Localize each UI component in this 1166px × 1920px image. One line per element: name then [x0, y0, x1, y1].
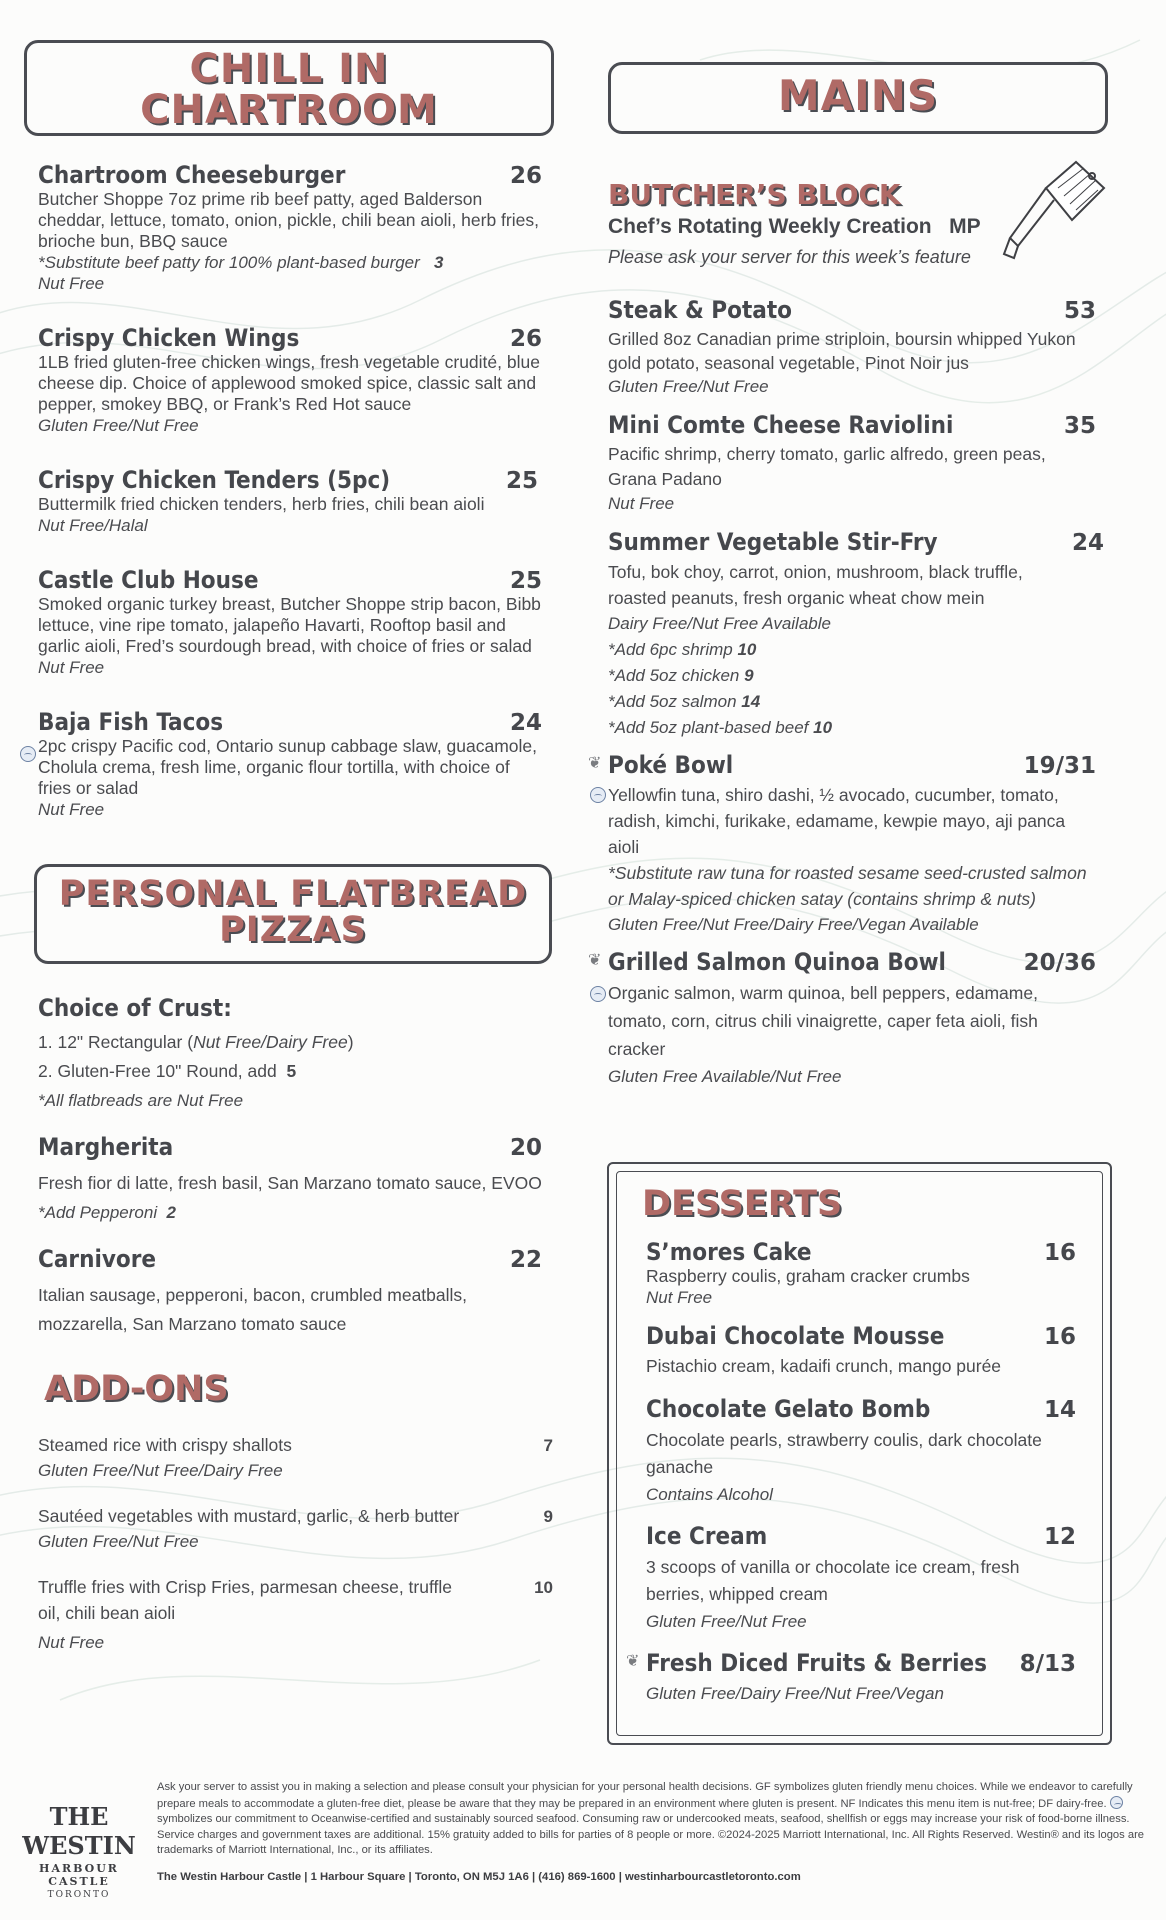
- item-name: Chartroom Cheeseburger: [38, 161, 346, 189]
- item-add: [608, 715, 1096, 741]
- menu-item: [626, 1649, 1076, 1704]
- item-desc: 3 scoops of vanilla or chocolate ice cream, fresh berries, whipped cream: [646, 1557, 1020, 1604]
- item-desc: Smoked organic turkey breast, Butcher Shoppe strip bacon, Bibb lettuce, vine ripe tomato, jalapeño Havarti, Rooftop basil and garlic aioli, Fred’s sourdough bread, with choice of fries or salad: [38, 594, 541, 656]
- item-name: Steak & Potato: [608, 296, 793, 324]
- item-price: 26: [509, 163, 542, 189]
- item-name: S’mores Cake: [646, 1238, 812, 1266]
- add-text: *Add 5oz plant-based beef: [608, 718, 809, 737]
- butcher-note: Please ask your server for this week’s feature: [608, 247, 971, 267]
- item-price: 35: [1063, 413, 1096, 439]
- menu-item: [38, 566, 542, 678]
- item-desc: Fresh fior di latte, fresh basil, San Marzano tomato sauce, EVOO: [38, 1173, 542, 1193]
- add-price: 2: [166, 1203, 177, 1222]
- menu-item: [608, 528, 1104, 741]
- addon-item: [38, 1506, 553, 1557]
- menu-item: [38, 1245, 542, 1339]
- item-price: 16: [1043, 1324, 1076, 1350]
- menu-item: [646, 1238, 1076, 1308]
- mains-title: MAINS: [777, 71, 939, 120]
- menu-item: [38, 466, 542, 536]
- item-desc: Yellowfin tuna, shiro dashi, ½ avocado, cucumber, tomato, radish, kimchi, furikake, edamame, kewpie mayo, aji panca aioli: [608, 785, 1066, 857]
- addons-title: ADD-ONS: [44, 1369, 229, 1409]
- item-price: 20: [509, 1135, 542, 1161]
- item-price: 19/31: [1023, 753, 1096, 779]
- addon-name: Sautéed vegetables with mustard, garlic, & herb butter: [38, 1506, 460, 1526]
- crust2-price: 5: [286, 1061, 297, 1081]
- item-add: [608, 637, 1096, 663]
- menu-item: [608, 411, 1096, 516]
- item-note: Contains Alcohol: [646, 1485, 773, 1504]
- chill-banner: [24, 40, 554, 136]
- item-name: Castle Club House: [38, 566, 259, 594]
- menu-item: [646, 1522, 1076, 1635]
- oceanwise-icon: [590, 787, 606, 803]
- add-text: *Add 5oz salmon: [608, 692, 737, 711]
- item-desc: Butcher Shoppe 7oz prime rib beef patty, aged Balderson cheddar, lettuce, tomato, onion, pickle, chili bean aioli, herb fries, brioche bun, BBQ sauce: [38, 189, 539, 251]
- item-name: Fresh Diced Fruits & Berries: [646, 1649, 987, 1677]
- item-price: 24: [1071, 530, 1104, 556]
- menu-item: [646, 1322, 1076, 1377]
- logo-line2: HARBOUR CASTLE: [39, 1862, 119, 1888]
- item-desc: Buttermilk fried chicken tenders, herb fries, chili bean aioli: [38, 494, 485, 514]
- menu-item: [608, 296, 1096, 399]
- leaf-icon: ❦: [626, 1653, 640, 1670]
- item-note: Nut Free/Halal: [38, 516, 148, 535]
- butcher-name: Chef’s Rotating Weekly Creation: [608, 215, 932, 238]
- item-price: 8/13: [1019, 1651, 1076, 1677]
- addon-item: [38, 1577, 553, 1658]
- menu-item: [38, 324, 542, 436]
- addon-note: Gluten Free/Nut Free: [38, 1532, 199, 1551]
- desserts-title: DESSERTS: [642, 1184, 843, 1224]
- westin-logo: [14, 1802, 144, 1900]
- item-desc: 1LB fried gluten-free chicken wings, fresh vegetable crudité, blue cheese dip. Choice of applewood smoked spice, classic salt and pepper, smokey BBQ, or Frank’s Red Hot sauce: [38, 352, 540, 414]
- item-name: Ice Cream: [646, 1522, 768, 1550]
- sub-price: 3: [433, 253, 444, 272]
- logo-line3: TORONTO: [47, 1890, 111, 1900]
- item-name: Mini Comte Cheese Raviolini: [608, 411, 954, 439]
- item-price: 26: [509, 326, 542, 352]
- item-desc: Grilled 8oz Canadian prime striploin, boursin whipped Yukon gold potato, seasonal vegetable, Pinot Noir jus: [608, 329, 1076, 373]
- item-desc: Chocolate pearls, strawberry coulis, dark chocolate ganache: [646, 1430, 1042, 1477]
- item-price: 14: [1043, 1397, 1076, 1423]
- footer: [0, 1776, 1166, 1920]
- crust1-b: Nut Free/Dairy Free: [193, 1032, 348, 1052]
- add-price: 10: [737, 640, 757, 659]
- item-sub: *Substitute raw tuna for roasted sesame seed-crusted salmon or Malay-spiced chicken satay (contains shrimp & nuts): [608, 863, 1087, 909]
- item-name: Chocolate Gelato Bomb: [646, 1395, 931, 1423]
- item-note: Nut Free: [38, 800, 105, 819]
- disclaimer-part-b: symbolizes our commitment to Oceanwise-certified and sustainably sourced seafood. Consuming raw or undercooked meats, seafood, shellfish or eggs may increase your risk of food-borne illness. Service charges and government taxes are additional. 15% gratuity added to bills for parties of 8 people or more. ©2024-2025 Marriott International, Inc. All Rights Reserved. Westin® and its logos are trademarks of Marriott International, Inc., or its affiliates.: [157, 1813, 1145, 1857]
- add-text: *Add Pepperoni: [38, 1203, 158, 1222]
- item-note: Gluten Free/Nut Free: [646, 1612, 807, 1631]
- mains-banner: [608, 62, 1108, 134]
- oceanwise-icon: [20, 746, 36, 762]
- crust-heading: Choice of Crust:: [38, 994, 232, 1022]
- cleaver-icon: [998, 158, 1108, 268]
- item-name: Crispy Chicken Tenders (5pc): [38, 466, 391, 494]
- leaf-icon: ❦: [588, 952, 602, 969]
- add-price: 9: [744, 666, 754, 685]
- flatbread-title-line1: PERSONAL FLATBREAD: [58, 874, 528, 914]
- menu-item: [38, 708, 542, 820]
- item-price: 24: [509, 710, 542, 736]
- butcher-price: MP: [949, 215, 981, 238]
- left-column: [24, 40, 554, 1658]
- crust-note: *All flatbreads are Nut Free: [38, 1091, 244, 1110]
- item-note: Gluten Free/Nut Free: [608, 377, 769, 396]
- item-name: Margherita: [38, 1133, 174, 1161]
- item-name: Baja Fish Tacos: [38, 708, 224, 736]
- item-desc: Tofu, bok choy, carrot, onion, mushroom, black truffle, roasted peanuts, fresh organic wheat chow mein: [608, 562, 1023, 608]
- chill-title-line1: CHILL IN: [189, 46, 389, 92]
- item-name: Crispy Chicken Wings: [38, 324, 300, 352]
- crust1-a: 1. 12" Rectangular (: [38, 1032, 194, 1052]
- item-name: Carnivore: [38, 1245, 157, 1273]
- item-name: Poké Bowl: [608, 751, 734, 779]
- item-note: Nut Free: [38, 658, 105, 677]
- item-name: Grilled Salmon Quinoa Bowl: [608, 948, 946, 976]
- item-price: 53: [1063, 298, 1096, 324]
- addon-item: [38, 1435, 553, 1486]
- item-note: Dairy Free/Nut Free Available: [608, 614, 831, 633]
- add-text: *Add 5oz chicken: [608, 666, 740, 685]
- crust-option-2: [38, 1057, 542, 1086]
- addon-name-cont: oil, chili bean aioli: [38, 1603, 176, 1623]
- item-price: 25: [509, 568, 542, 594]
- add-price: 14: [741, 692, 761, 711]
- address: The Westin Harbour Castle | 1 Harbour Square | Toronto, ON M5J 1A6 | (416) 869-1600 | westinharbourcastletoronto.com: [157, 1871, 801, 1883]
- addon-note: Nut Free: [38, 1633, 105, 1652]
- butcher-heading: BUTCHER’S BLOCK: [608, 178, 901, 211]
- logo-line1: THE WESTIN: [22, 1802, 136, 1860]
- item-note: Nut Free: [38, 274, 105, 293]
- item-desc: Pistachio cream, kadaifi crunch, mango purée: [646, 1356, 1002, 1376]
- item-name: Summer Vegetable Stir-Fry: [608, 528, 938, 556]
- menu-item: [38, 161, 542, 294]
- item-note: Nut Free: [646, 1288, 713, 1307]
- item-add: [38, 1198, 542, 1227]
- item-note: Nut Free: [608, 494, 675, 513]
- item-note: Gluten Free/Nut Free: [38, 416, 199, 435]
- oceanwise-icon: [590, 986, 606, 1002]
- addon-price: 10: [534, 1578, 553, 1597]
- disclaimer-part-a: Ask your server to assist you in making a selection and please consult your physician for your personal health decisions. GF symbolizes gluten friendly menu choices. While we endeavor to carefully prepare meals to accommodate a gluten-free diet, please be aware that they may be prepared in an environment where gluten is present. NF Indicates this menu item is nut-free; DF dairy-free.: [157, 1781, 1133, 1810]
- leaf-icon: ❦: [588, 755, 602, 772]
- crust2-text: 2. Gluten-Free 10" Round, add: [38, 1061, 277, 1081]
- item-price: 16: [1043, 1240, 1076, 1266]
- item-desc: Italian sausage, pepperoni, bacon, crumbled meatballs, mozzarella, San Marzano tomato sauce: [38, 1285, 468, 1334]
- item-note: Gluten Free/Nut Free/Dairy Free/Vegan Available: [608, 915, 979, 934]
- item-price: 12: [1043, 1524, 1076, 1550]
- item-add: [608, 663, 1096, 689]
- disclaimer: [157, 1780, 1147, 1859]
- addon-price: 9: [543, 1507, 553, 1526]
- add-text: *Add 6pc shrimp: [608, 640, 733, 659]
- crust1-c: ): [347, 1032, 354, 1052]
- crust-option-1: [38, 1028, 542, 1057]
- right-column: [588, 62, 1108, 1091]
- menu-item: [588, 751, 1096, 938]
- item-price: 25: [505, 468, 538, 494]
- oceanwise-icon: [1110, 1796, 1123, 1809]
- item-price: 20/36: [1023, 950, 1096, 976]
- sub-text: *Substitute beef patty for 100% plant-based burger: [38, 253, 420, 272]
- item-desc: Pacific shrimp, cherry tomato, garlic alfredo, green peas, Grana Padano: [608, 444, 1046, 489]
- addon-name: Steamed rice with crispy shallots: [38, 1435, 292, 1455]
- item-desc: Organic salmon, warm quinoa, bell peppers, edamame, tomato, corn, citrus chili vinaigrette, caper feta aioli, fish cracker: [608, 983, 1038, 1059]
- item-sub: [38, 252, 542, 273]
- menu-item: [588, 948, 1096, 1091]
- menu-item: [38, 1133, 542, 1227]
- flatbread-banner: [34, 864, 552, 964]
- addon-note: Gluten Free/Nut Free/Dairy Free: [38, 1461, 283, 1480]
- flatbread-title-line2: PIZZAS: [219, 909, 367, 950]
- add-price: 10: [813, 718, 833, 737]
- addon-price: 7: [543, 1436, 553, 1455]
- desserts-box: [607, 1162, 1112, 1745]
- item-desc: 2pc crispy Pacific cod, Ontario sunup cabbage slaw, guacamole, Cholula crema, fresh lime, organic flour tortilla, with choice of fries or salad: [38, 736, 538, 798]
- item-price: 22: [509, 1247, 542, 1273]
- item-name: Dubai Chocolate Mousse: [646, 1322, 945, 1350]
- item-note: Gluten Free/Dairy Free/Nut Free/Vegan: [646, 1684, 944, 1703]
- item-note: Gluten Free Available/Nut Free: [608, 1067, 842, 1086]
- chill-title-line2: CHARTROOM: [140, 86, 438, 133]
- item-desc: Raspberry coulis, graham cracker crumbs: [646, 1266, 970, 1286]
- item-add: [608, 689, 1096, 715]
- menu-item: [646, 1395, 1076, 1508]
- addon-name: Truffle fries with Crisp Fries, parmesan cheese, truffle: [38, 1577, 452, 1597]
